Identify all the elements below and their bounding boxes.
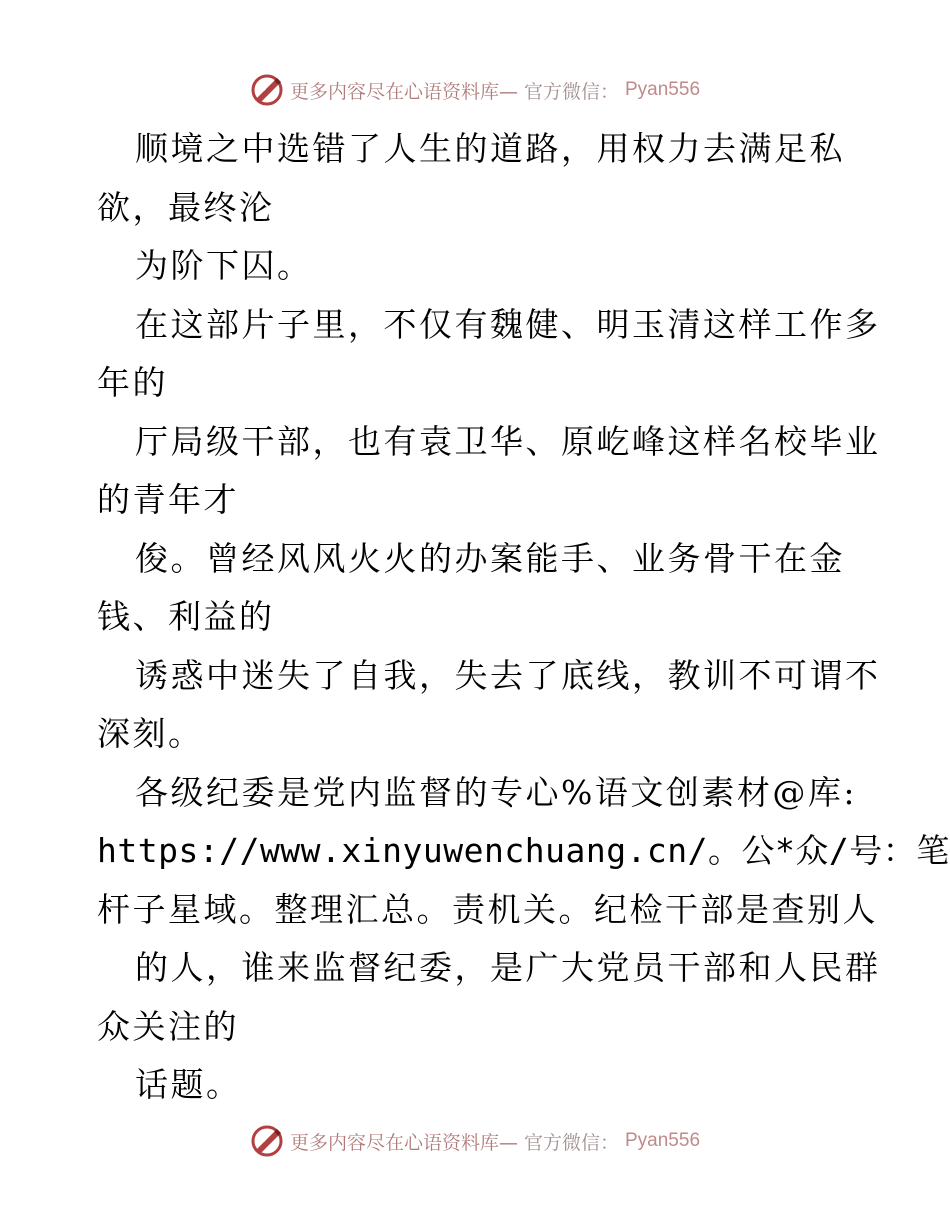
body-line: 的人，谁来监督纪委，是广大党员干部和人民群 [135,948,881,987]
body-line: 俊。曾经风风火火的办案能手、业务骨干在金 [135,538,845,578]
body-line: 在这部片子里，不仅有魏健、明玉清这样工作多 [135,304,881,344]
body-line: 欲，最终沦 [97,187,275,227]
body-line: 众关注的 [97,1006,239,1046]
body-line: 钱、利益的 [97,597,275,636]
header-wechat-label: 官方微信： [523,80,619,103]
footer-wechat-id: Pyan556 [625,1130,701,1151]
body-line: 各级纪委是党内监督的专心%语文创素材@库: [135,772,857,812]
footer-banner-text: 更多内容尽在心语资料库— [289,1131,518,1154]
header-wechat-id: Pyan556 [625,79,701,100]
body-line-url: https://www.xinyuwenchuang.cn/。公*众/号：笔 [97,831,950,870]
body-line: 深刻。 [97,714,204,753]
body-line: 厅局级干部，也有袁卫华、原屹峰这样名校毕业 [135,421,881,461]
footer-banner [0,1121,950,1161]
body-line: 为阶下囚。 [135,246,313,285]
pen-in-circle-logo-icon [250,73,284,107]
body-line: 杆子星域。整理汇总。责机关。纪检干部是查别人 [97,889,878,929]
body-line: 话题。 [135,1065,242,1104]
body-line: 顺境之中选错了人生的道路，用权力去满足私 [135,129,845,168]
pen-in-circle-logo-icon [250,1124,284,1158]
body-line: 的青年才 [97,480,239,519]
header-banner-text: 更多内容尽在心语资料库— [289,80,518,103]
document-body [97,120,950,1115]
footer-wechat-label: 官方微信： [523,1131,619,1154]
body-line: 年的 [97,363,168,402]
body-line: 诱惑中迷失了自我，失去了底线，教训不可谓不 [135,655,881,695]
header-banner [0,70,950,110]
